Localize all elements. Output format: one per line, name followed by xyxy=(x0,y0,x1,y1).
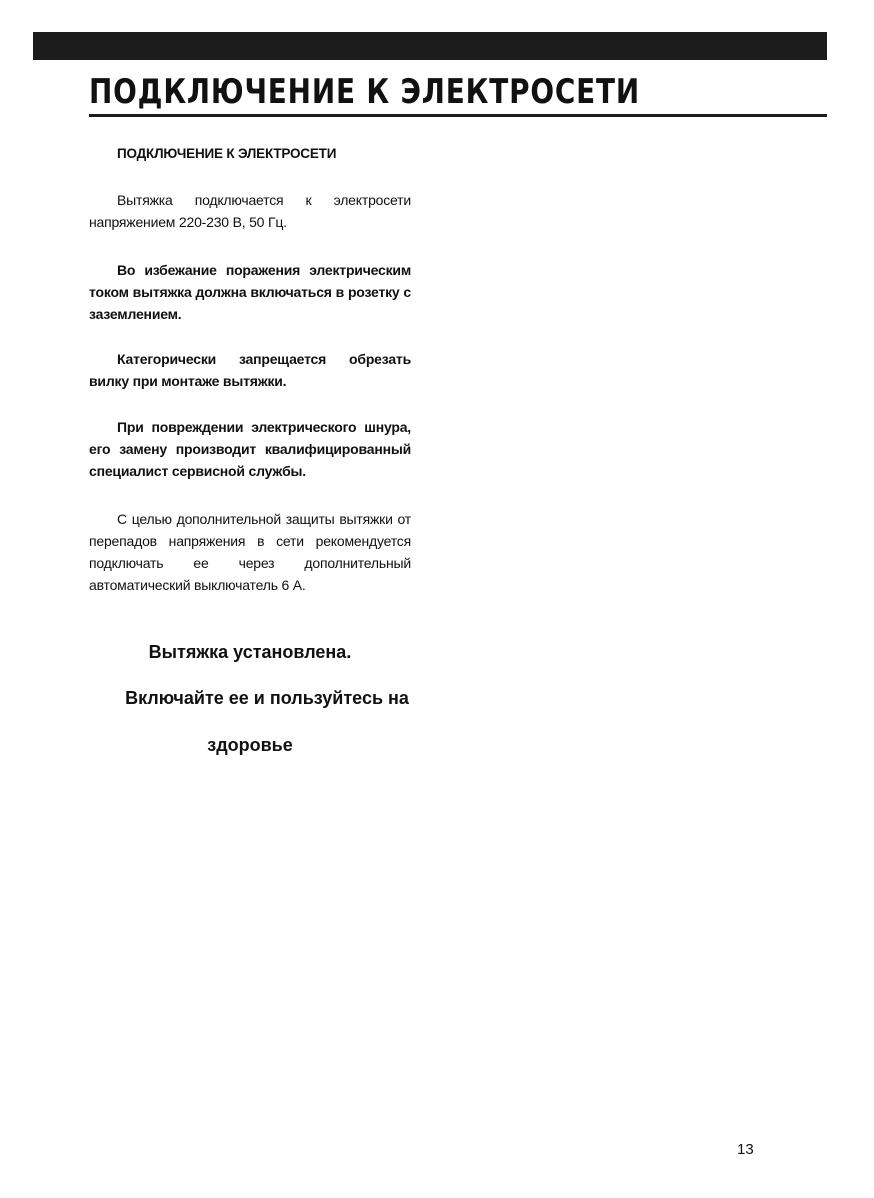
paragraph-voltage: Вытяжка подключается к электросети напряжением 220-230 В, 50 Гц. xyxy=(89,192,411,230)
paragraph-plug-warning: Категорически запрещается обрезать вилку при монтаже вытяжки. xyxy=(89,351,411,389)
title-divider xyxy=(89,114,827,117)
page-number: 13 xyxy=(737,1141,754,1158)
closing-line-1: Вытяжка установлена. xyxy=(148,642,352,662)
closing-line-3: здоровье xyxy=(207,735,293,755)
section-heading: ПОДКЛЮЧЕНИЕ К ЭЛЕКТРОСЕТИ xyxy=(117,146,337,161)
closing-line-2: Включайте ее и пользуйтесь на xyxy=(125,688,409,708)
paragraph-grounding-warning: Во избежание поражения электрическим током вытяжка должна включаться в розетку с заземлением. xyxy=(89,262,411,322)
paragraph-cord-replacement: При повреждении электрического шнура, его замену производит квалифицированный специалист сервисной службы. xyxy=(89,419,411,479)
paragraph-circuit-breaker: С целью дополнительной защиты вытяжки от перепадов напряжения в сети рекомендуется подключать ее через дополнительный автоматический выключатель 6 А. xyxy=(89,511,411,593)
header-bar xyxy=(33,32,827,60)
page-title: ПОДКЛЮЧЕНИЕ К ЭЛЕКТРОСЕТИ xyxy=(89,72,640,112)
